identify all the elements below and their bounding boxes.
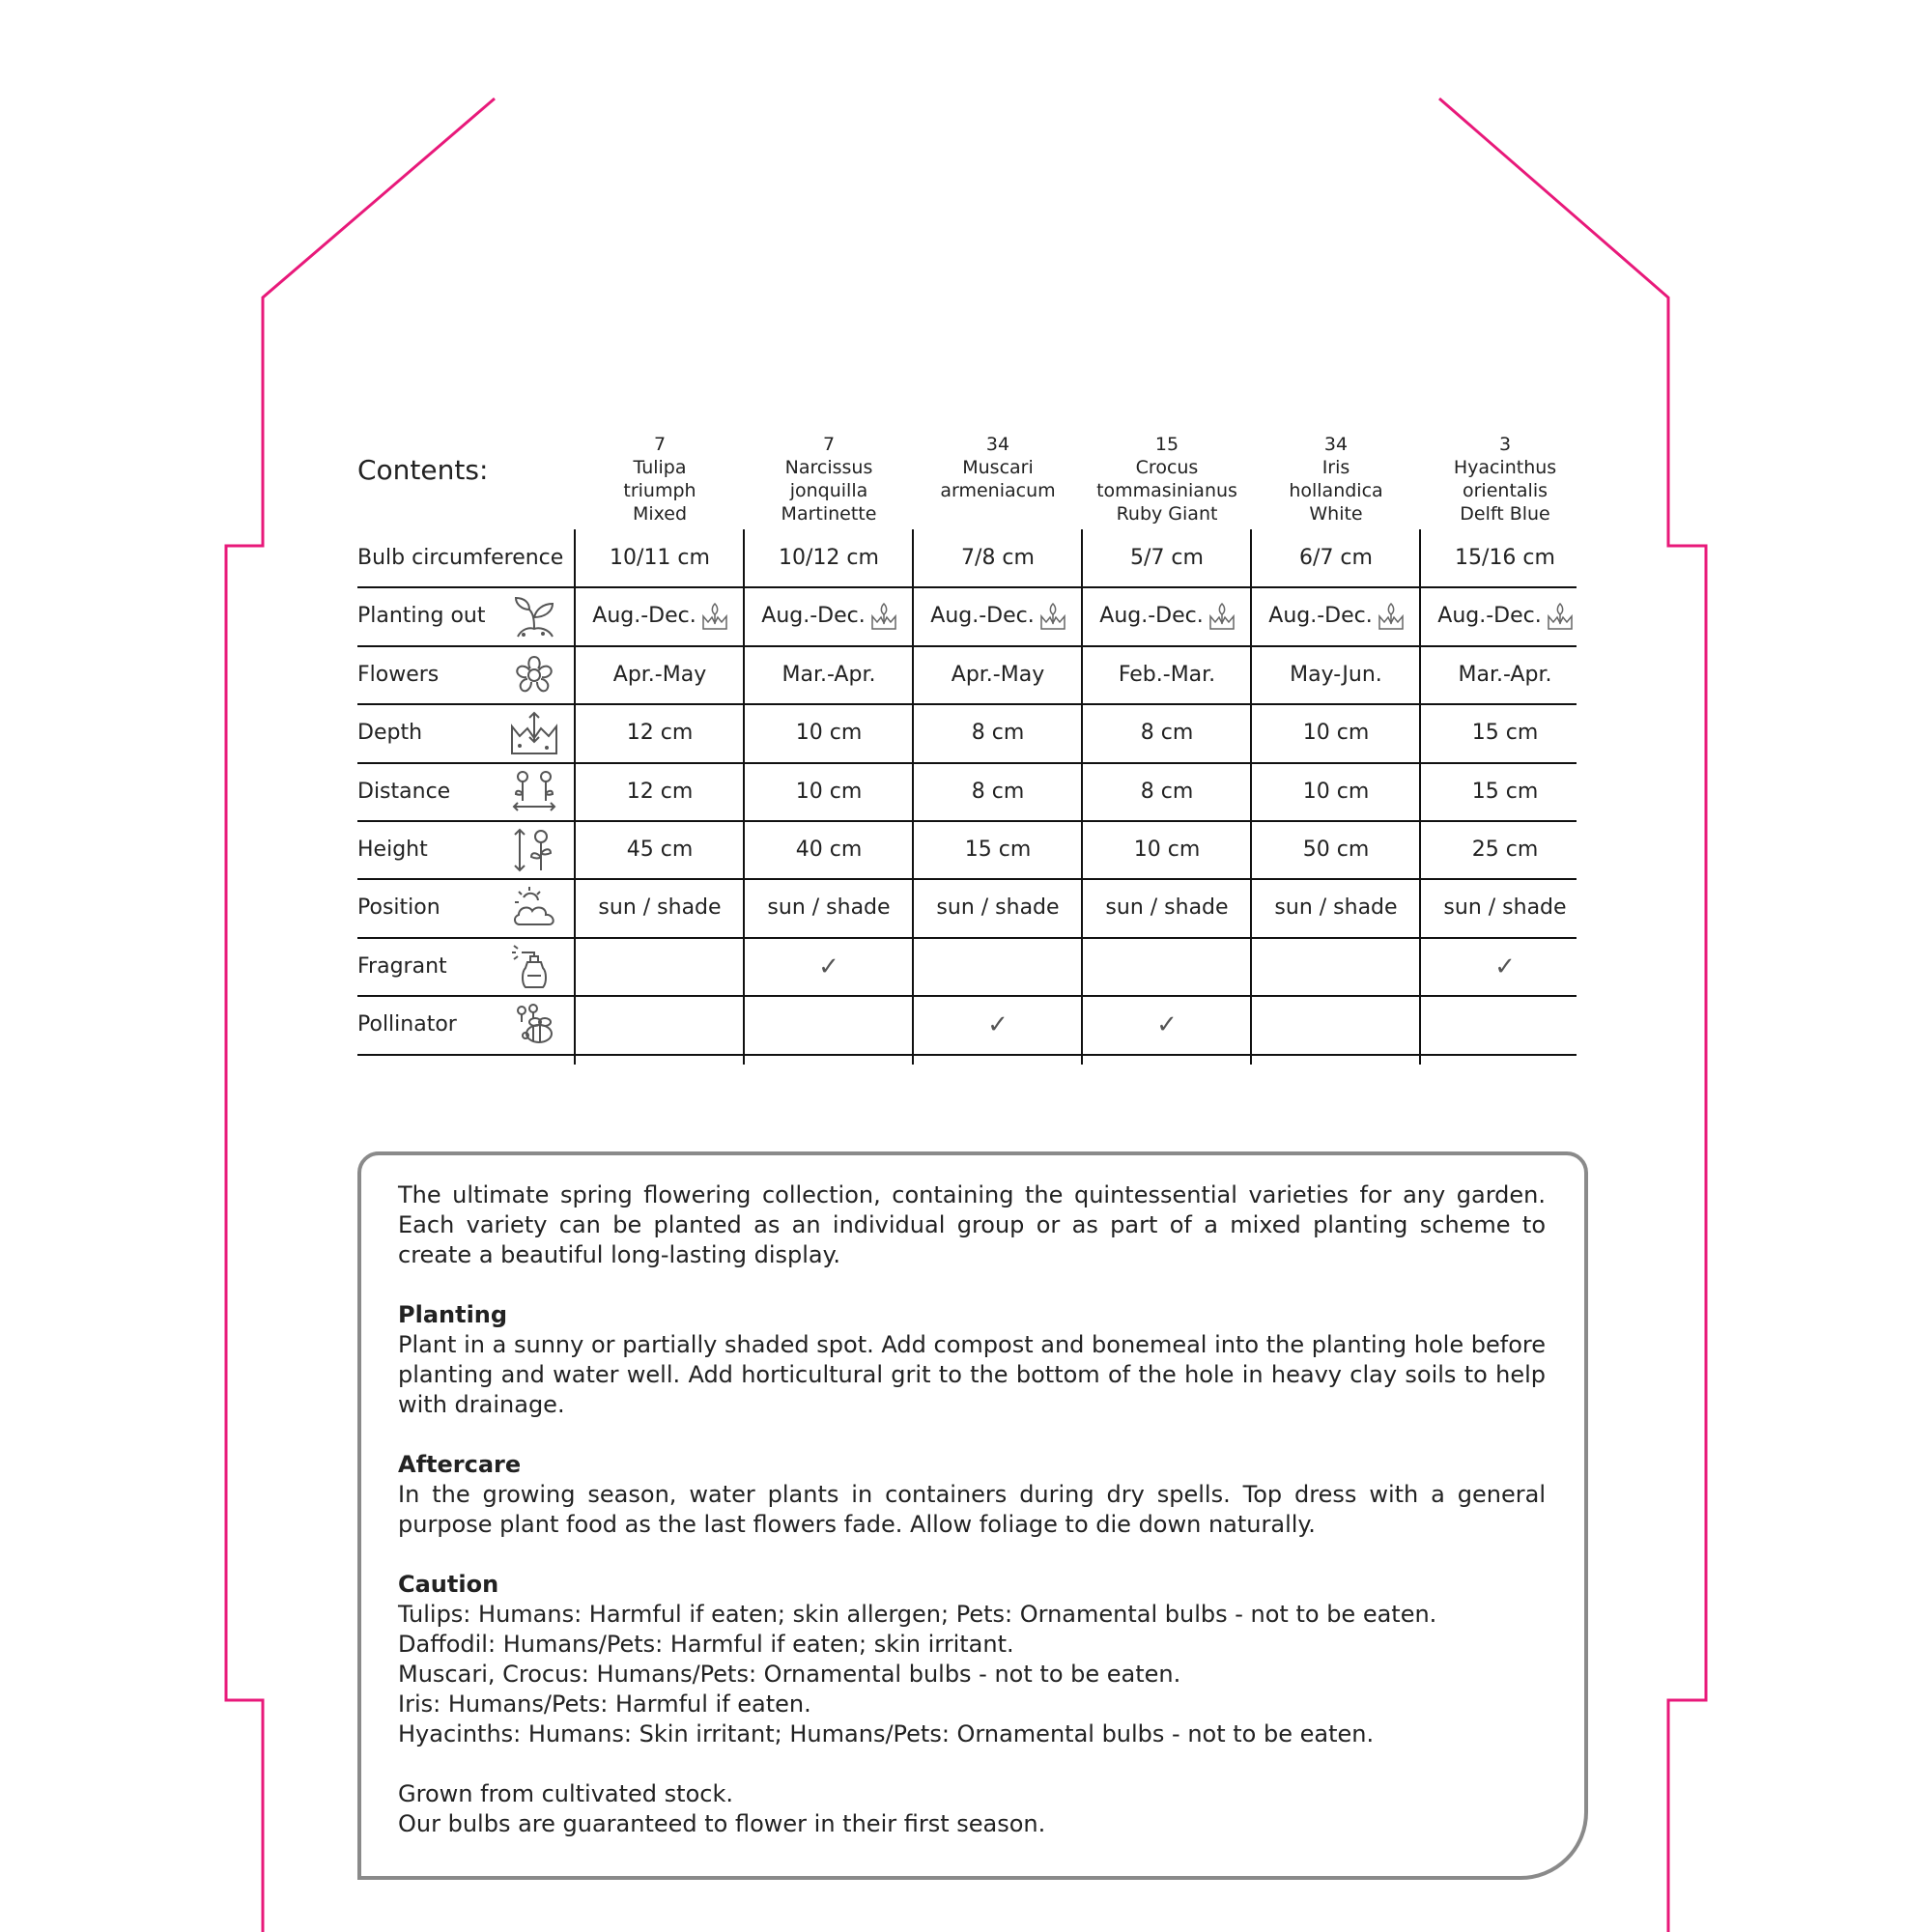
cell-value: 25 cm (1471, 838, 1539, 862)
table-cell (914, 603, 1082, 630)
cell-value: Apr.-May (951, 662, 1045, 687)
variety-header (576, 433, 744, 526)
cell-value: Apr.-May (612, 662, 707, 687)
caution-line: Tulips: Humans: Harmful if eaten; skin allergen; Pets: Ornamental bulbs - not to be eaten. (398, 1601, 1437, 1628)
bee-icon (510, 1001, 558, 1049)
table-cell (1083, 720, 1251, 747)
table-cell (1421, 837, 1589, 864)
table-cell (914, 662, 1082, 689)
cell-value: 15 cm (1471, 779, 1539, 804)
flower-icon (510, 651, 558, 699)
table-cell (1421, 545, 1589, 572)
information-text (398, 1180, 1546, 1839)
table-cell (914, 545, 1082, 572)
table-cell (745, 837, 913, 864)
cell-value: 45 cm (626, 838, 694, 862)
table-cell (745, 895, 913, 922)
variety-name-line: Ruby Giant (1116, 503, 1218, 525)
variety-name-line: White (1309, 503, 1363, 525)
variety-header (1252, 433, 1420, 526)
variety-name-line: Tulipa (633, 457, 687, 478)
cell-value: 8 cm (971, 721, 1025, 746)
check-mark: ✓ (1494, 952, 1516, 981)
table-cell (576, 895, 744, 922)
cell-value: 10 cm (795, 779, 863, 804)
row-label: Distance (357, 779, 451, 804)
planting-text: Plant in a sunny or partially shaded spot. Add compost and bonemeal into the planting hole before planting and water well. Add horticultural grit to the bottom of the hole in heavy clay soils to help with drainage. (398, 1331, 1546, 1418)
table-cell (1421, 779, 1589, 806)
variety-name-line: hollandica (1289, 480, 1383, 501)
row-divider (357, 820, 1577, 822)
table-cell (576, 662, 744, 689)
table-cell (576, 545, 744, 572)
caution-line: Muscari, Crocus: Humans/Pets: Ornamental bulbs - not to be eaten. (398, 1661, 1181, 1688)
row-divider (357, 995, 1577, 997)
cell-value: 8 cm (1140, 779, 1194, 804)
variety-name-line: armeniacum (940, 480, 1056, 501)
table-cell (745, 603, 913, 630)
table-cell (1421, 662, 1589, 689)
table-cell (576, 837, 744, 864)
table-cell (745, 720, 913, 747)
cell-value: May-Jun. (1290, 662, 1382, 687)
cell-value: sun / shade (767, 895, 891, 921)
variety-name-line: Martinette (781, 503, 877, 525)
check-mark: ✓ (987, 1010, 1009, 1040)
variety-name-line: tommasinianus (1096, 480, 1237, 501)
table-cell (576, 603, 744, 630)
cell-value: Mar.-Apr. (781, 662, 876, 687)
variety-header (914, 433, 1082, 502)
cell-value: sun / shade (1443, 895, 1567, 921)
variety-header (1421, 433, 1589, 526)
table-cell (745, 953, 913, 980)
table-cell (1083, 545, 1251, 572)
check-mark: ✓ (818, 952, 839, 981)
cell-value: Feb.-Mar. (1118, 662, 1216, 687)
variety-name-line: Narcissus (784, 457, 873, 478)
variety-count: 7 (822, 434, 836, 455)
variety-count: 34 (985, 434, 1010, 455)
column-divider (1250, 529, 1252, 1065)
variety-name-line: Muscari (962, 457, 1034, 478)
intro-text: The ultimate spring flowering collection, containing the quintessential varieties for any garden. Each variety can be planted as an individual group or as part of a mixed planting scheme to create a beautiful long-lasting display. (398, 1181, 1546, 1268)
table-cell (1421, 720, 1589, 747)
sun-cloud-icon (510, 884, 558, 932)
variety-header (745, 433, 913, 526)
planting-bulb-icon (1378, 603, 1404, 630)
cell-value: Aug.-Dec. (1099, 604, 1204, 629)
variety-name-line: jonquilla (789, 480, 868, 501)
variety-name-line: orientalis (1463, 480, 1548, 501)
variety-count: 15 (1154, 434, 1179, 455)
table-cell (1252, 662, 1420, 689)
row-divider (357, 586, 1577, 588)
table-cell (914, 837, 1082, 864)
variety-header (1083, 433, 1251, 526)
aftercare-text: In the growing season, water plants in containers during dry spells. Top dress with a general purpose plant food as the last flowers fade. Allow foliage to die down naturally. (398, 1481, 1546, 1538)
row-label: Pollinator (357, 1012, 457, 1037)
table-cell (745, 662, 913, 689)
variety-name-line: Hyacinthus (1453, 457, 1557, 478)
depth-icon (510, 709, 558, 757)
cell-value: 8 cm (1140, 721, 1194, 746)
cell-value: 8 cm (971, 779, 1025, 804)
aftercare-heading: Aftercare (398, 1451, 522, 1478)
cell-value: sun / shade (1105, 895, 1229, 921)
cell-value: 12 cm (626, 721, 694, 746)
variety-name-line: Delft Blue (1460, 503, 1550, 525)
planting-bulb-icon (871, 603, 896, 630)
table-cell (1252, 779, 1420, 806)
variety-name-line: Mixed (632, 503, 688, 525)
row-label: Position (357, 895, 440, 921)
cell-value: 50 cm (1302, 838, 1370, 862)
table-cell (1083, 1011, 1251, 1038)
planting-bulb-icon (1209, 603, 1235, 630)
cell-value: 12 cm (626, 779, 694, 804)
cell-value: Aug.-Dec. (761, 604, 866, 629)
cell-value: 5/7 cm (1130, 546, 1204, 570)
cell-value: 7/8 cm (961, 546, 1035, 570)
cell-value: Aug.-Dec. (1437, 604, 1542, 629)
table-cell (1083, 837, 1251, 864)
table-cell (1083, 779, 1251, 806)
variety-name-line: Crocus (1135, 457, 1199, 478)
row-divider (357, 937, 1577, 939)
row-label: Height (357, 838, 428, 862)
table-cell (914, 1011, 1082, 1038)
planting-bulb-icon (702, 603, 727, 630)
table-cell (576, 720, 744, 747)
table-cell (745, 545, 913, 572)
table-cell (1083, 662, 1251, 689)
row-divider (357, 703, 1577, 705)
cell-value: 10/11 cm (610, 546, 710, 570)
cell-value: Aug.-Dec. (1268, 604, 1373, 629)
table-cell (1252, 895, 1420, 922)
table-cell (914, 779, 1082, 806)
cell-value: sun / shade (598, 895, 722, 921)
seedling-icon (510, 592, 558, 640)
table-cell (1252, 603, 1420, 630)
column-divider (574, 529, 576, 1065)
caution-line: Daffodil: Humans/Pets: Harmful if eaten; skin irritant. (398, 1631, 1014, 1658)
caution-line: Iris: Humans/Pets: Harmful if eaten. (398, 1690, 811, 1718)
variety-count: 3 (1498, 434, 1512, 455)
cell-value: 10 cm (1302, 779, 1370, 804)
cell-value: Aug.-Dec. (592, 604, 696, 629)
column-divider (912, 529, 914, 1065)
row-divider (357, 762, 1577, 764)
cell-value: 10 cm (1133, 838, 1201, 862)
table-cell (1421, 603, 1589, 630)
caution-line: Hyacinths: Humans: Skin irritant; Humans/Pets: Ornamental bulbs - not to be eaten. (398, 1720, 1375, 1747)
cell-value: 15/16 cm (1455, 546, 1555, 570)
table-cell (1421, 895, 1589, 922)
cell-value: 40 cm (795, 838, 863, 862)
column-divider (1081, 529, 1083, 1065)
footer-line: Our bulbs are guaranteed to flower in their first season. (398, 1810, 1046, 1837)
table-cell (1252, 720, 1420, 747)
table-cell (1421, 953, 1589, 980)
row-divider (357, 645, 1577, 647)
planting-bulb-icon (1040, 603, 1065, 630)
variety-count: 7 (653, 434, 667, 455)
cell-value: 15 cm (1471, 721, 1539, 746)
cell-value: Aug.-Dec. (930, 604, 1035, 629)
table-cell (1252, 837, 1420, 864)
variety-name-line: Iris (1321, 457, 1350, 478)
table-cell (745, 779, 913, 806)
planting-heading: Planting (398, 1301, 508, 1328)
cell-value: 10 cm (795, 721, 863, 746)
row-label: Bulb circumference (357, 546, 564, 570)
table-cell (1252, 545, 1420, 572)
cell-value: Mar.-Apr. (1458, 662, 1552, 687)
table-cell (914, 720, 1082, 747)
variety-count: 34 (1323, 434, 1349, 455)
row-label: Depth (357, 721, 423, 746)
cell-value: 6/7 cm (1299, 546, 1373, 570)
footer-line: Grown from cultivated stock. (398, 1780, 733, 1807)
cell-value: 15 cm (964, 838, 1032, 862)
planting-bulb-icon (1548, 603, 1573, 630)
row-divider (357, 1054, 1577, 1056)
table-cell (576, 779, 744, 806)
table-cell (1083, 895, 1251, 922)
column-divider (743, 529, 745, 1065)
table-cell (914, 895, 1082, 922)
table-cell (1083, 603, 1251, 630)
row-label: Fragrant (357, 953, 447, 979)
cell-value: 10/12 cm (779, 546, 879, 570)
variety-name-line: triumph (623, 480, 696, 501)
cell-value: sun / shade (1274, 895, 1398, 921)
distance-icon (510, 768, 558, 816)
cell-value: 10 cm (1302, 721, 1370, 746)
column-divider (1419, 529, 1421, 1065)
cell-value: sun / shade (936, 895, 1060, 921)
check-mark: ✓ (1156, 1010, 1178, 1040)
contents-label: Contents: (357, 454, 489, 486)
row-divider (357, 878, 1577, 880)
perfume-icon (510, 943, 558, 991)
row-label: Flowers (357, 662, 440, 687)
caution-heading: Caution (398, 1571, 499, 1598)
height-icon (510, 826, 558, 874)
row-label: Planting out (357, 604, 486, 629)
